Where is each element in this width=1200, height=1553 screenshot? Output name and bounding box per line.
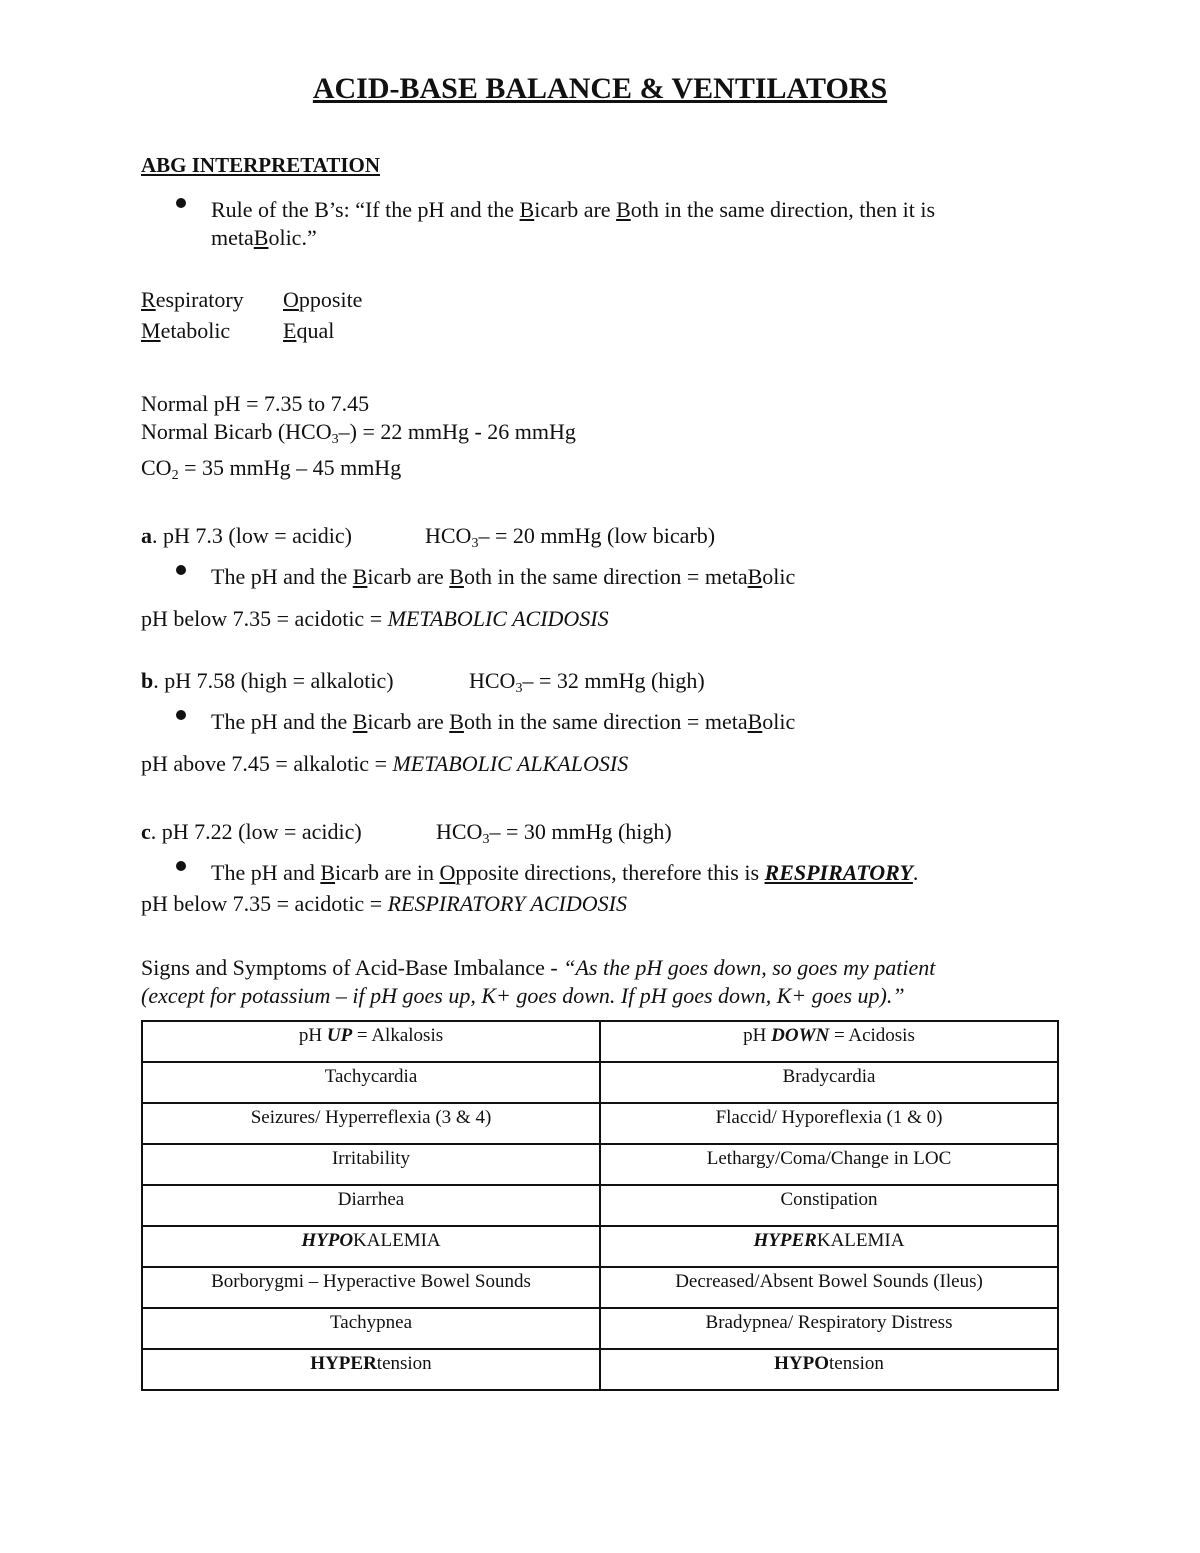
- left-cell: Diarrhea: [142, 1185, 600, 1226]
- example-c-ph: c. pH 7.22 (low = acidic): [141, 819, 362, 844]
- right-cell: Bradypnea/ Respiratory Distress: [600, 1308, 1058, 1349]
- table-row: [142, 1226, 1058, 1267]
- left-cell: Irritability: [142, 1144, 600, 1185]
- example-a-hco3: $HCO_3- = 20$ mmHg (low bicarb): [425, 523, 716, 551]
- bullet-icon: [176, 861, 186, 871]
- left-cell: Tachypnea: [142, 1308, 600, 1349]
- table-row: [142, 1062, 1058, 1103]
- header-acidosis: pH DOWN = Acidosis: [600, 1021, 1058, 1062]
- example-c-bullet: The pH and Bicarb are in Opposite directions, therefore this is RESPIRATORY.: [211, 860, 919, 885]
- signs-line-2: (except for potassium – if pH goes up, K+ goes down. If pH goes down, K+ goes up).”: [141, 983, 905, 1008]
- right-cell: Decreased/Absent Bowel Sounds (Ileus): [600, 1267, 1058, 1308]
- example-b-ph: b. pH 7.58 (high = alkalotic): [141, 668, 394, 693]
- page-title: ACID-BASE BALANCE & VENTILATORS: [312, 72, 888, 105]
- example-a-result: pH below 7.35 = acidotic = METABOLIC ACIDOSIS: [141, 606, 609, 631]
- header-alkalosis: pH UP = Alkalosis: [142, 1021, 600, 1062]
- rome-metabolic: Metabolic: [141, 318, 231, 343]
- example-c-hco3: $HCO_3- = 30$ mmHg (high): [436, 819, 672, 847]
- example-b-hco3: $HCO_3- = 32$ mmHg (high): [469, 668, 705, 696]
- rome-equal: Equal: [283, 318, 335, 343]
- signs-line-1: Signs and Symptoms of Acid-Base Imbalance - “As the pH goes down, so goes my patient: [141, 955, 936, 980]
- bullet-icon: [176, 565, 186, 575]
- rome-opposite: Opposite: [283, 287, 363, 312]
- normal-co2: $CO_2 = 35$ mmHg – 45 mmHg: [141, 455, 402, 483]
- rule-line-2: metaBolic.”: [211, 225, 317, 250]
- symptoms-table-body: [142, 1021, 1058, 1390]
- rome-respiratory: Respiratory: [141, 287, 244, 312]
- example-b-result: pH above 7.45 = alkalotic = METABOLIC ALKALOSIS: [141, 751, 629, 776]
- right-cell: HYPOtension: [600, 1349, 1058, 1390]
- bullet-icon: [176, 710, 186, 720]
- left-cell: Tachycardia: [142, 1062, 600, 1103]
- right-cell: Bradycardia: [600, 1062, 1058, 1103]
- example-b-bullet: The pH and the Bicarb are Both in the same direction = metaBolic: [211, 709, 796, 734]
- rule-line-1: Rule of the B’s: “If the pH and the Bicarb are Both in the same direction, then it is: [211, 197, 936, 222]
- left-cell: HYPOKALEMIA: [142, 1226, 600, 1267]
- left-cell: Borborygmi – Hyperactive Bowel Sounds: [142, 1267, 600, 1308]
- left-cell: HYPERtension: [142, 1349, 600, 1390]
- table-row: [142, 1103, 1058, 1144]
- normal-bicarb: Normal Bicarb $(HCO_3-) = 22$ mmHg - 26 mmHg: [141, 419, 576, 447]
- example-a-ph: a. pH 7.3 (low = acidic): [141, 523, 352, 548]
- left-cell: Seizures/ Hyperreflexia (3 & 4): [142, 1103, 600, 1144]
- table-row: [142, 1267, 1058, 1308]
- table-header-row: [142, 1021, 1058, 1062]
- normal-ph: Normal pH = 7.35 to 7.45: [141, 391, 370, 416]
- example-a-bullet: The pH and the Bicarb are Both in the same direction = metaBolic: [211, 564, 796, 589]
- right-cell: Flaccid/ Hyporeflexia (1 & 0): [600, 1103, 1058, 1144]
- right-cell: HYPERKALEMIA: [600, 1226, 1058, 1267]
- table-row: [142, 1349, 1058, 1390]
- section-heading: ABG INTERPRETATION: [141, 153, 381, 177]
- example-c-result: pH below 7.35 = acidotic = RESPIRATORY ACIDOSIS: [141, 891, 627, 916]
- symptoms-table: [141, 1020, 1059, 1391]
- right-cell: Constipation: [600, 1185, 1058, 1226]
- table-row: [142, 1144, 1058, 1185]
- right-cell: Lethargy/Coma/Change in LOC: [600, 1144, 1058, 1185]
- table-row: [142, 1185, 1058, 1226]
- bullet-icon: [176, 198, 186, 208]
- table-row: [142, 1308, 1058, 1349]
